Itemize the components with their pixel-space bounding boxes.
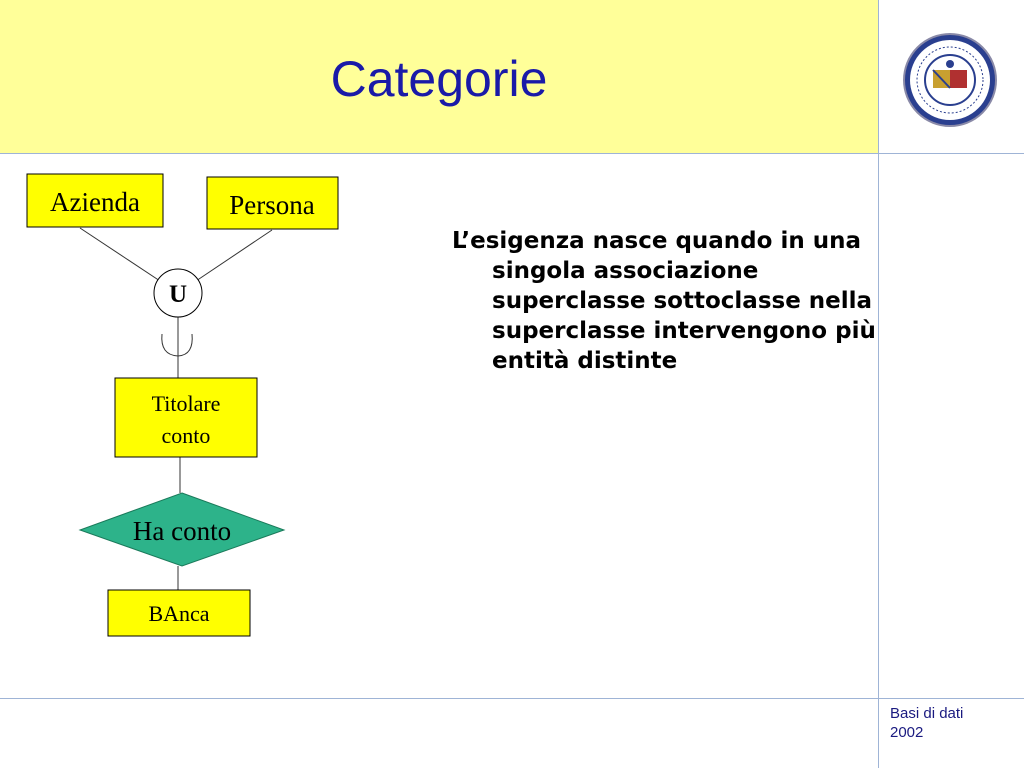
footer-year: 2002 [890,724,924,741]
union-symbol: U [168,281,188,308]
entity-titolare-label-line1: Titolare [151,391,221,416]
university-seal-logo [902,32,998,128]
entity-banca-label: BAnca [148,601,210,626]
bottom-divider [0,698,1024,699]
entity-azienda-label: Azienda [50,187,140,217]
subset-symbol [162,334,192,356]
footer-course: Basi di dati [890,705,964,722]
footer [890,704,963,742]
azienda-union-connector [80,228,160,281]
persona-union-connector [196,230,272,281]
entity-titolare-label-line2: conto [161,423,211,448]
entity-persona-label: Persona [229,190,315,220]
relationship-ha-conto-label: Ha conto [132,516,232,546]
slide-title: Categorie [330,51,548,107]
vertical-divider [878,0,879,768]
bullet-text: L’esigenza nasce quando in una singola associazione superclasse sottoclasse nella superclasse intervengono più entità distinte [452,228,876,374]
